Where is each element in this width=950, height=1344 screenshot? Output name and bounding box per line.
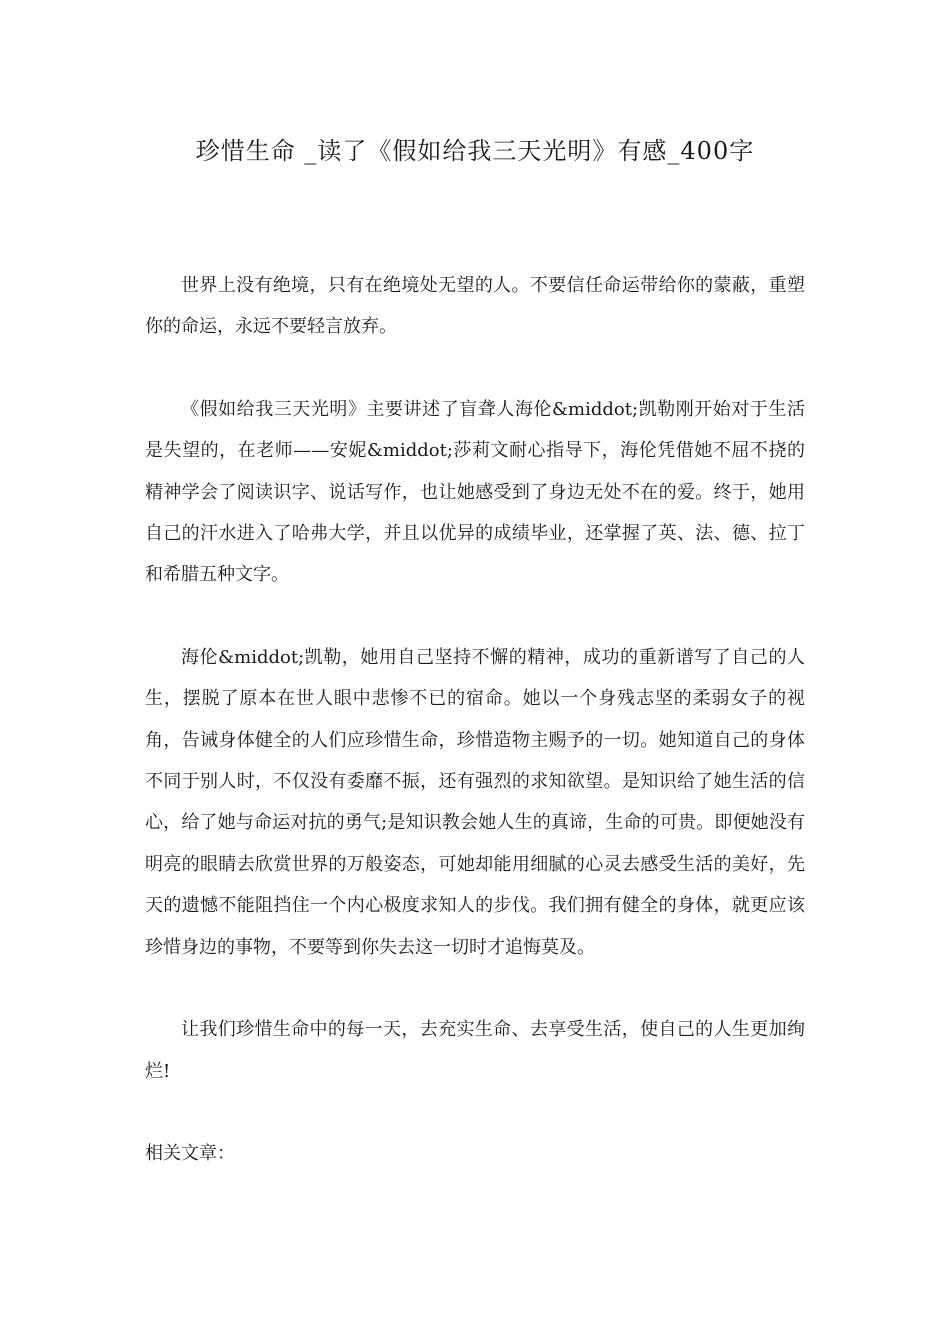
paragraph-gap bbox=[145, 596, 805, 637]
paragraph-1: 世界上没有绝境，只有在绝境处无望的人。不要信任命运带给你的蒙蔽，重塑你的命运，永远不要轻言放弃。 bbox=[145, 275, 805, 338]
document-body bbox=[145, 265, 805, 1174]
related-articles-label: 相关文章： bbox=[145, 1142, 235, 1164]
paragraph-gap bbox=[145, 968, 805, 1009]
paragraph-gap bbox=[145, 1092, 805, 1133]
document-title: 珍惜生命 _读了《假如给我三天光明》有感_400字 bbox=[195, 137, 755, 165]
paragraph-3: 海伦&middot;凯勒，她用自己坚持不懈的精神，成功的重新谱写了自己的人生，摆脱了原本在世人眼中悲惨不已的宿命。她以一个身残志坚的柔弱女子的视角，告诫身体健全的人们应珍惜生命，珍惜造物主赐予的一切。她知道自己的身体不同于别人时，不仅没有委靡不振，还有强烈的求知欲望。是知识给了她生活的信心，给了她与命运对抗的勇气;是知识教会她人生的真谛，生命的可贵。即便她没有明亮的眼睛去欣赏世界的万般姿态，可她却能用细腻的心灵去感受生活的美好，先天的遗憾不能阻挡住一个内心极度求知人的步伐。我们拥有健全的身体，就更应该珍惜身边的事物，不要等到你失去这一切时才追悔莫及。 bbox=[145, 646, 805, 958]
paragraph-gap bbox=[145, 348, 805, 389]
paragraph-2: 《假如给我三天光明》主要讲述了盲聋人海伦&middot;凯勒刚开始对于生活是失望的，在老师——安妮&middot;莎莉文耐心指导下，海伦凭借她不屈不挠的精神学会了阅读识字、说话写作，也让她感受到了身边无处不在的爱。终于，她用自己的汗水进入了哈弗大学，并且以优异的成绩毕业，还掌握了英、法、德、拉丁和希腊五种文字。 bbox=[145, 398, 805, 586]
paragraph-4: 让我们珍惜生命中的每一天，去充实生命、去享受生活，使自己的人生更加绚烂! bbox=[145, 1019, 805, 1082]
